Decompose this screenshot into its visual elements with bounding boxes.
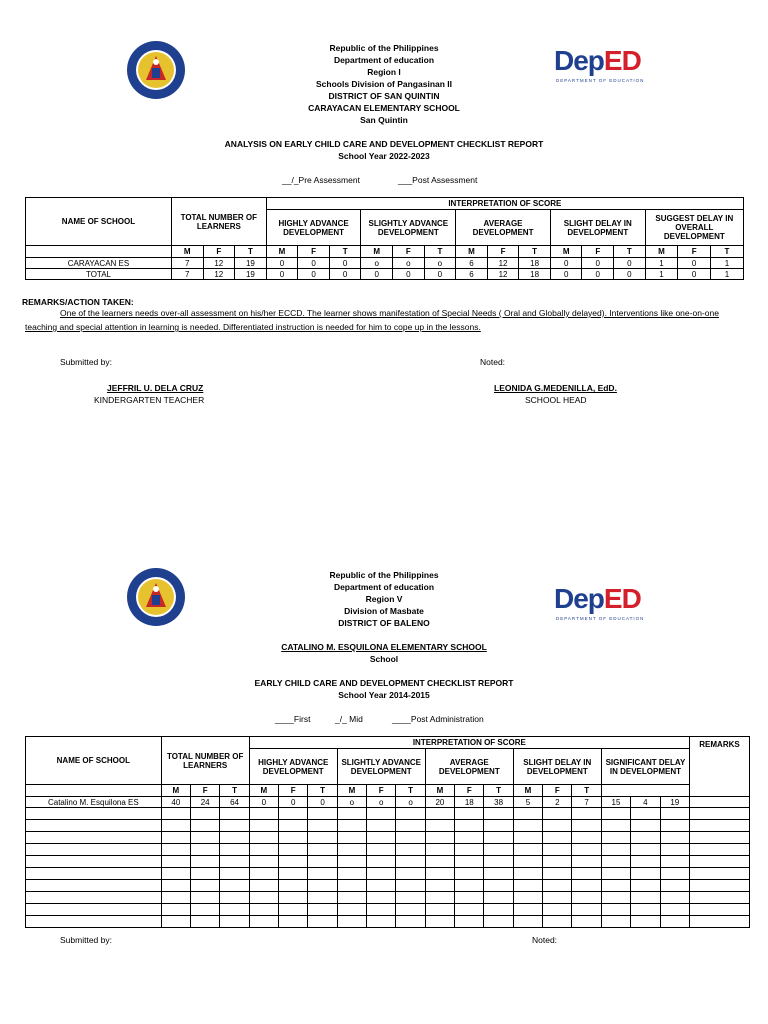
noted-label: Noted: [480,357,506,367]
table-row: CARAYACAN ES 7 12 19 0 0 0 o o o 6 12 18 0 0 0 1 0 1 [26,258,744,269]
name-of-school-header: NAME OF SCHOOL [26,737,162,785]
table-row: TOTAL 7 12 19 0 0 0 0 0 0 6 12 18 0 0 0 1 0 1 [26,269,744,280]
report-title: EARLY CHILD CARE AND DEVELOPMENT CHECKLIST REPORT [254,678,514,688]
name-of-school-header: NAME OF SCHOOL [26,198,172,246]
post-assessment: ___Post Assessment [398,175,478,185]
group-header: HIGHLY ADVANCE DEVELOPMENT [266,210,361,246]
deped-logo-subtitle: DEPARTMENT OF EDUCATION [556,616,645,621]
header-line: Republic of the Philippines [329,570,439,580]
table-row [26,904,750,916]
group-header: SLIGHT DELAY IN DEVELOPMENT [550,210,645,246]
report2-title-block [0,677,768,701]
noted-label: Noted: [532,935,558,945]
report-title: ANALYSIS ON EARLY CHILD CARE AND DEVELOPMENT CHECKLIST REPORT [224,139,544,149]
deped-logo: DepED DEPARTMENT OF EDUCATION [554,45,645,83]
group-header: SUGGEST DELAY IN OVERALL DEVELOPMENT [645,210,743,246]
mid-assessment: _/_ Mid [335,714,363,724]
table-row [26,916,750,928]
header-line: Division of Masbate [344,606,424,616]
mft-row: M F T M F T M F T M F T M F T M F T [26,246,744,258]
group-header: SLIGHTLY ADVANCE DEVELOPMENT [361,210,456,246]
header-line: Schools Division of Pangasinan II [315,79,453,89]
mft-row: M F T M F T M F T M F T M F T [26,785,750,797]
table-row [26,832,750,844]
header-line: Republic of the Philippines [329,43,439,53]
submitted-by-label: Submitted by: [60,935,112,945]
table-row: Catalino M. Esquilona ES 40 24 64 0 0 0 o o o 20 18 38 5 2 7 15 4 19 [26,797,750,808]
group-header: SLIGHTLY ADVANCE DEVELOPMENT [337,749,425,785]
report1-title-block [0,138,768,162]
submitted-by-label: Submitted by: [60,357,112,367]
school-label: School [369,654,399,664]
report1-table [25,197,744,280]
report2-school-block [0,641,768,665]
interpretation-header: INTERPRETATION OF SCORE [266,198,743,210]
teacher-role: KINDERGARTEN TEACHER [94,395,205,405]
header-line: CARAYACAN ELEMENTARY SCHOOL [308,103,460,113]
header-line: Department of education [333,55,435,65]
head-name: LEONIDA G.MEDENILLA, EdD. [494,383,617,393]
header-line: Region V [365,594,403,604]
group-header: AVERAGE DEVELOPMENT [456,210,551,246]
school-year: School Year 2022-2023 [338,151,430,161]
report2-table [25,736,750,928]
header-line: San Quintin [360,115,408,125]
header-line: Department of education [333,582,435,592]
report1-header [0,42,768,126]
post-administration: ____Post Administration [392,714,484,724]
deped-logo-subtitle: DEPARTMENT OF EDUCATION [556,78,645,83]
remarks-title: REMARKS/ACTION TAKEN: [22,297,134,307]
table-row [26,844,750,856]
total-learners-header: TOTAL NUMBER OF LEARNERS [171,198,266,246]
table-row [26,892,750,904]
table-row [26,868,750,880]
first-assessment: ____First [275,714,311,724]
table-row [26,856,750,868]
head-role: SCHOOL HEAD [525,395,587,405]
deped-logo: DepED DEPARTMENT OF EDUCATION [554,583,645,621]
header-line: DISTRICT OF BALENO [338,618,430,628]
school-year: School Year 2014-2015 [338,690,430,700]
teacher-name: JEFFRIL U. DELA CRUZ [107,383,204,393]
remarks-header: REMARKS [690,737,750,797]
pre-assessment: __/_Pre Assessment [282,175,360,185]
header-line: DISTRICT OF SAN QUINTIN [328,91,440,101]
remarks-text: One of the learners needs over-all assessment on his/her ECCD. The learner shows manifestation of Special Needs ( Oral and Globally delayed). Interventions like one-on-one teaching and special attention in learning is needed. Differentiated instruction is needed for him to cope up in the lessons. [25,308,719,332]
school-name: CATALINO M. ESQUILONA ELEMENTARY SCHOOL [281,642,487,652]
group-header: HIGHLY ADVANCE DEVELOPMENT [249,749,337,785]
header-line: Region I [367,67,401,77]
group-header: SIGNIFICANT DELAY IN DEVELOPMENT [601,749,689,785]
report2-header [0,569,768,629]
interpretation-header: INTERPRETATION OF SCORE [249,737,689,749]
total-learners-header: TOTAL NUMBER OF LEARNERS [161,737,249,785]
group-header: AVERAGE DEVELOPMENT [425,749,513,785]
table-row [26,808,750,820]
group-header: SLIGHT DELAY IN DEVELOPMENT [513,749,601,785]
table-row [26,820,750,832]
table-row [26,880,750,892]
